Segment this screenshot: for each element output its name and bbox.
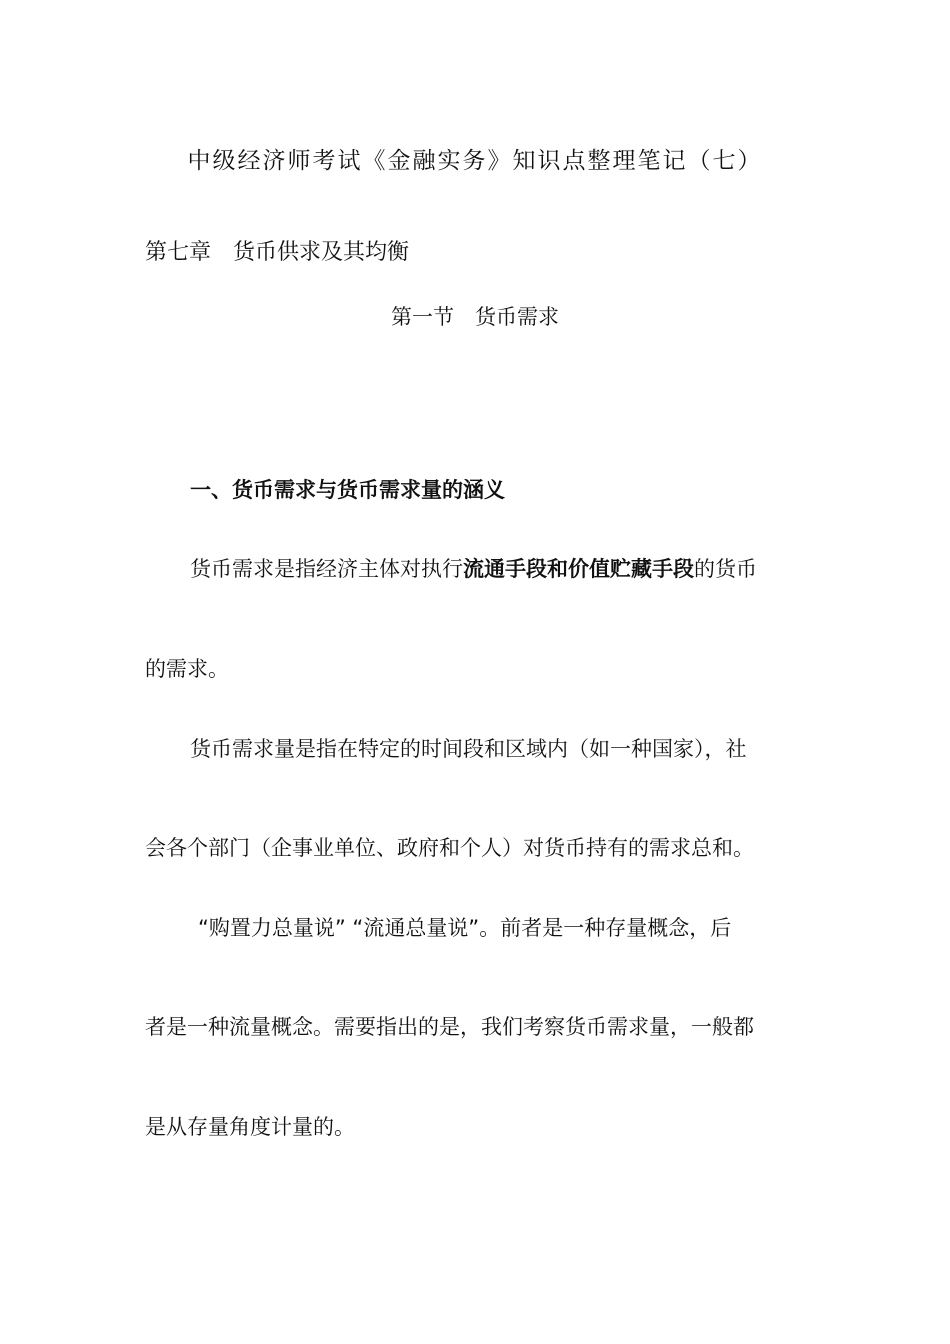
paragraph-1-line-1 xyxy=(190,553,757,583)
chapter-heading: 第七章 货币供求及其均衡 xyxy=(145,240,410,265)
paragraph-1-text-a: 货币需求是指经济主体对执行 xyxy=(190,557,463,581)
paragraph-3-line-2: 者是一种流量概念。需要指出的是，我们考察货币需求量，一般都 xyxy=(145,1015,754,1039)
paragraph-1-text-b: 的货币 xyxy=(694,557,757,581)
subsection-heading: 一、货币需求与货币需求量的涵义 xyxy=(190,478,505,502)
document-title: 中级经济师考试《金融实务》知识点整理笔记（七） xyxy=(187,148,763,174)
paragraph-3-line-3: 是从存量角度计量的。 xyxy=(145,1115,355,1139)
paragraph-2-line-1: 货币需求量是指在特定的时间段和区域内（如一种国家），社 xyxy=(190,737,747,761)
paragraph-1-line-2: 的需求。 xyxy=(145,657,229,681)
paragraph-2-line-2: 会各个部门（企事业单位、政府和个人）对货币持有的需求总和。 xyxy=(145,836,754,860)
paragraph-3-line-1: “购置力总量说” “流通总量说”。前者是一种存量概念，后 xyxy=(198,916,732,940)
paragraph-1-emphasis: 流通手段和价值贮藏手段 xyxy=(463,557,694,581)
section-heading: 第一节 货币需求 xyxy=(391,305,559,329)
